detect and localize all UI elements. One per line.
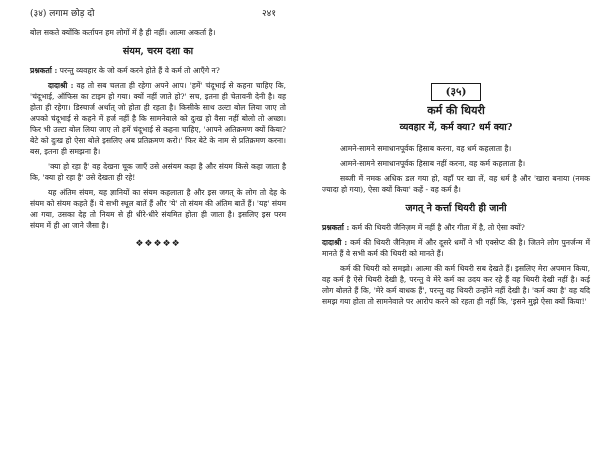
right-paragraph-2: आमने-सामने समाधानपूर्वक हिसाब नहीं करना, वह कर्म कहलाता है। xyxy=(340,159,526,168)
question-text: कर्म की थियरी जैनिज़म में नहीं है और गीता में है, तो ऐसा क्यों? xyxy=(349,223,525,232)
section-end-ornament: ❖❖❖❖❖ xyxy=(135,239,181,249)
left-answer xyxy=(30,80,286,157)
question-text: परन्तु व्यवहार के जो कर्म करने होते हैं वे कर्म तो आएँगे न? xyxy=(57,66,220,75)
left-paragraph-4: यह अंतिम संयम, यह ज्ञानियों का संयम कहलाता है और इस जगत् के लोग तो देह के संयम को संयम कहते हैं। ये सभी स्थूल बातें हैं और 'ये' तो संयम की अंतिम बातें हैं। 'यह' संयम आ गया, उसका देह तो नियम से ही धीरे-धीरे संयमित होता ही जाता है। इसलिए इस परम संयम में ही आ जाने जैसा है। xyxy=(30,188,286,230)
left-paragraph-3: 'क्या हो रहा है' वह देखना चूक जाएँ उसे असंयम कहा है और संयम किसे कहा जाता है कि, 'क्या हो रहा है' उसे देखता ही रहे! xyxy=(30,162,286,182)
right-paragraph-1: आमने-सामने समाधानपूर्वक हिसाब करना, वह धर्म कहलाता है। xyxy=(340,144,512,153)
right-paragraph-6: कर्म की थियरी को समझो। आत्मा की कर्म थियरी सब देखते हैं। इसलिए मेरा अपमान किया, वह कर्म है ऐसे थियरी देखी है, परन्तु वे मेरे कर्म का उदय कर रहे हैं वह थियरी देखी नहीं है। कई लोग बोलते हैं कि, 'मेरे कर्म बाधक हैं', परन्तु वह थियरी उन्होंने नहीं देखी है। 'कर्म क्या है' वह यदि समझ गया होता तो सामनेवाले पर आरोप करने को रहता ही नहीं कि, 'इसने मुझे ऐसा क्यों किया!' xyxy=(322,264,590,306)
running-title: (३४) लगाम छोड़ दो xyxy=(30,9,95,19)
speaker-label: प्रश्नकर्ता : xyxy=(322,223,350,232)
chapter-title: कर्म की थियरी xyxy=(427,104,485,117)
speaker-label: प्रश्नकर्ता : xyxy=(30,66,58,75)
right-paragraph-3: सब्जी में नमक अधिक डल गया हो, वहाँ पर खा लें, वह धर्म है और 'खारा बनाया (नमक ज्यादा हो गया), ऐसा क्यों किया' कहें - वह कर्म है। xyxy=(322,174,590,194)
left-running-header xyxy=(30,6,286,19)
speaker-label: दादाश्री : xyxy=(48,81,74,90)
section-heading-sanyam: संयम, चरम दशा का xyxy=(122,46,194,57)
page-number: २४१ xyxy=(261,9,276,19)
right-page xyxy=(300,0,600,463)
answer-text: वह तो सब चलता ही रहेगा अपने आप। 'हमें' चंदूभाई से कहना चाहिए कि, 'चंदूभाई, ऑफिस का टाइम हो गया। क्यों नहीं जाते हो?' सच, इतना ही चेतावनी देनी है। वह होता ही रहेगा। डिस्चार्ज अर्थात् जो होता ही रहता है। किसीके साथ उल्टा बोल लिया जाए तो अपको चंदूभाई से कहने में हर्ज नहीं है कि सामनेवाले को दुःख हो वैसा नहीं बोलो तो अच्छा। फिर भी उल्टा बोल लिया जाए तो हमें चंदूभाई से कहना चाहिए, 'आपने अतिक्रमण क्यों किया? बेटे को दुःख हो ऐसा बोले इसलिए अब प्रतिक्रमण करो।' फिर बेटे के नाम से प्रतिक्रमण करना। बस, इतना ही समझना है। xyxy=(30,81,286,156)
chapter-number: (३५) xyxy=(431,83,482,101)
chapter-subtitle: व्यवहार में, कर्म क्या? धर्म क्या? xyxy=(399,122,513,133)
right-answer xyxy=(322,237,590,259)
speaker-label: दादाश्री : xyxy=(322,238,348,247)
section-heading-karta-theory: जगत् ने कर्त्ता थियरी ही जानी xyxy=(405,203,507,214)
left-question xyxy=(30,65,286,76)
left-paragraph-1: बोल सकते क्योंकि कर्तापन हम लोगों में है ही नहीं। आत्मा अकर्ता है। xyxy=(30,28,216,37)
chapter-number-wrap xyxy=(322,80,590,101)
answer-text: कर्म की थियरी जैनिज़म में और दूसरे धर्मों ने भी एक्सेप्ट की है। जितने लोग पुनर्जन्म में मानते हैं वे सभी कर्म की थियरी को मानते हैं। xyxy=(322,238,590,258)
right-question xyxy=(322,222,590,233)
